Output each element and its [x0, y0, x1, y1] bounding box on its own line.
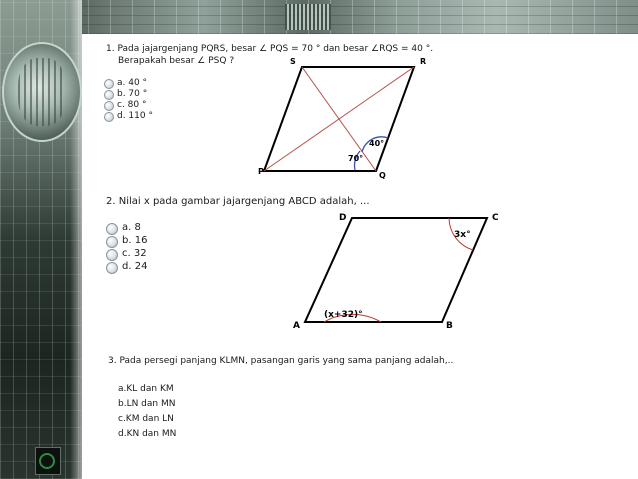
q2-option-c[interactable] [106, 248, 147, 260]
angle-label-top: 40° [369, 139, 385, 148]
circuit-disc-icon [2, 42, 82, 142]
q3-option-c[interactable]: c.KM dan LN [118, 414, 174, 424]
q1-text-line1: 1. Pada jajargenjang PQRS, besar ∠ PQS = 70 ° dan besar ∠RQS = 40 °. [106, 44, 434, 54]
q2-option-d[interactable] [106, 261, 147, 273]
decorative-side-panel [0, 0, 82, 479]
radio-button-icon[interactable] [104, 79, 114, 89]
q3-option-b[interactable]: b.LN dan MN [118, 399, 176, 409]
radio-button-icon[interactable] [106, 236, 118, 248]
q2-text: 2. Nilai x pada gambar jajargenjang ABCD adalah, ... [106, 196, 370, 207]
q2-option-c-label: c. 32 [122, 248, 147, 259]
q1-text-line2: Berapakah besar ∠ PSQ ? [118, 56, 235, 66]
q2-parallelogram-figure [287, 208, 507, 333]
q1-option-a-label: a. 40 ° [117, 78, 148, 88]
diagonal-pr [264, 67, 414, 171]
q3-text: 3. Pada persegi panjang KLMN, pasangan garis yang sama panjang adalah,.. [108, 356, 454, 366]
q3-option-d[interactable]: d.KN dan MN [118, 429, 177, 439]
vertex-label-s: S [290, 57, 296, 66]
q1-option-a[interactable] [104, 78, 147, 89]
vertex-label-q: Q [379, 171, 386, 180]
q2-option-a-label: a. 8 [122, 222, 141, 233]
vertex-label-b: B [446, 321, 453, 331]
q1-option-c[interactable] [104, 100, 146, 111]
q1-option-c-label: c. 80 ° [117, 100, 147, 110]
vertex-label-d: D [339, 213, 347, 223]
slide-logo-icon [35, 447, 61, 475]
angle-label-bottom: 70° [348, 154, 364, 163]
vertex-label-r: R [420, 57, 427, 66]
q2-option-b[interactable] [106, 235, 147, 247]
q2-option-d-label: d. 24 [122, 261, 148, 272]
q3-option-a[interactable]: a.KL dan KM [118, 384, 174, 394]
radio-button-icon[interactable] [104, 90, 114, 100]
q2-option-a[interactable] [106, 222, 141, 234]
angle-label-c: 3x° [454, 230, 471, 240]
slide-content [82, 34, 638, 479]
decorative-header-banner [0, 0, 638, 34]
radio-button-icon[interactable] [104, 112, 114, 122]
radio-button-icon[interactable] [106, 262, 118, 274]
radio-button-icon[interactable] [104, 101, 114, 111]
vertex-label-p: P [258, 167, 264, 176]
q1-parallelogram-figure [258, 56, 432, 186]
q1-option-d[interactable] [104, 111, 153, 122]
radio-button-icon[interactable] [106, 249, 118, 261]
angle-label-a: (x+32)° [324, 310, 363, 320]
q1-option-b[interactable] [104, 89, 147, 100]
vertex-label-c: C [492, 213, 499, 223]
q2-option-b-label: b. 16 [122, 235, 148, 246]
q1-option-b-label: b. 70 ° [117, 89, 148, 99]
vertex-label-a: A [293, 321, 300, 331]
circuit-chip-icon [285, 4, 331, 30]
radio-button-icon[interactable] [106, 223, 118, 235]
q1-option-d-label: d. 110 ° [117, 111, 153, 121]
